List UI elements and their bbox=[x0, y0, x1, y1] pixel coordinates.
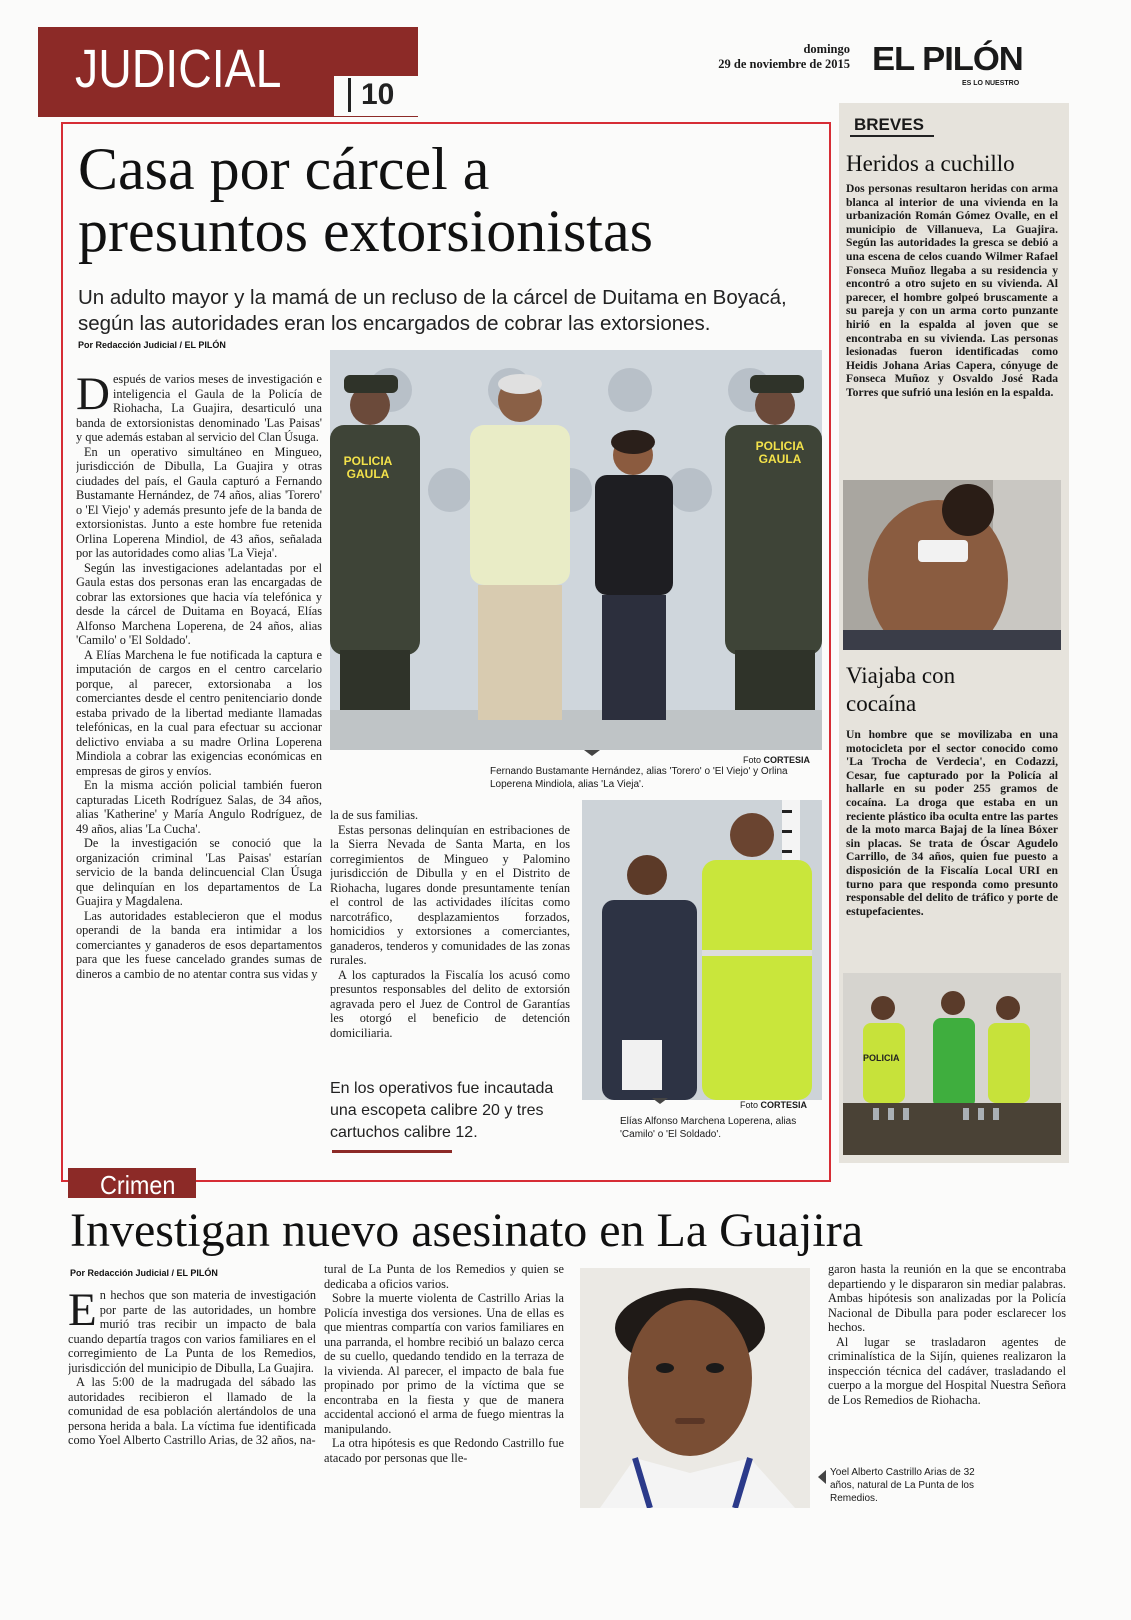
brief1-body: Dos personas resultaron heridas con arma blanca al interior de una vivienda en la urbanización Román Gómez Ovalle, en el municipio de Villanueva, La Guajira. Según las autoridades la gresca se debió a una escena de celos cuando Wilmer Rafael Fonseca Muñoz llegaba a su residencia y encontró a otro sujeto en su vivienda. Al parecer, el hombre golpeó bruscamente a su pareja y con un arma corto punzante hirió en la espalda al joven que se encontraba en su vivienda. Las personas lesionadas fueron identificadas como Heidis Johana Arias Capera, cónyuge de Fonseca Muñoz y Osvaldo José Rada Torres que sufrió una lesión en la espalda. bbox=[846, 182, 1058, 399]
brief2-title-line2: cocaína bbox=[846, 691, 917, 716]
photo-vest-text-right: POLICIA GAULA bbox=[755, 439, 805, 466]
bottom-paragraph: A las 5:00 de la madrugada del sábado las autoridades recibieron el llamado de la comunidad de esa población alertándolos de una persona herida a bala. La víctima fue identificada como Yoel Alberto Castrillo Arias, de 32 años, na- bbox=[68, 1375, 316, 1447]
brief2-photo bbox=[843, 973, 1061, 1155]
brief2-photo-image bbox=[843, 973, 1061, 1155]
dateline bbox=[690, 42, 850, 72]
section-title: JUDICIAL bbox=[75, 39, 282, 99]
bottom-byline: Por Redacción Judicial / EL PILÓN bbox=[70, 1268, 218, 1278]
victim-photo-image bbox=[580, 1268, 810, 1508]
bottom-paragraph: La otra hipótesis es que Redondo Castrillo fue atacado por personas que lle- bbox=[324, 1436, 564, 1465]
bottom-paragraph: Sobre la muerte violenta de Castrillo Arias la Policía investiga dos versiones. Una de ellas es que mientras compartía con varios familiares en una parranda, el hombre recibió un balazo cerca de su cuello, quedando tendido en la terraza de la vivienda. Al parecer, el impacto de bala fue propinado por primo de la víctima que se encontraba en la fiesta y que de manera accidental accionó el arma de fuego mientras la manipulando. bbox=[324, 1291, 564, 1436]
caption-pointer-icon bbox=[818, 1470, 826, 1484]
main-paragraph: De la investigación se conoció que la organización criminal 'Las Paisas' estarían servicio de la banda delincuencial Clan Úsuga que delinquían en los departamentos de La Guajira y Magdalena. bbox=[76, 836, 322, 908]
main-column-2 bbox=[330, 808, 570, 1070]
photo1-caption: Fernando Bustamante Hernández, alias 'Torero' o 'El Viejo' y Orlina Loperena Mindiola, alias 'La Vieja'. bbox=[490, 766, 788, 790]
main-paragraph: Las autoridades establecieron que el modus operandi de la banda era intimidar a los comerciantes y ganaderos de esos departamentos para que les fuese cancelado grandes sumas de dineros a cambio de no atentar contra sus vidas y bbox=[76, 908, 322, 981]
main-paragraph: A Elías Marchena le fue notificada la captura e imputación de cargos en el centro carcelario porque, al parecer, extorsionaba a los comerciantes desde el centro penitenciario donde estaba privado de la libertad mediante llamadas telefónicas, en la cual para efectuar su accionar delictivo enviaba a su madre Orlina Loperena Mindiola a cobrar las exigencias económicas en empresas de giros y envíos. bbox=[76, 647, 322, 778]
bottom-paragraph: n hechos que son materia de investigación por parte de las autoridades, un hombre murió tras recibir un impacto de bala cuando departía tragos con varios familiares en el corregimiento de La Punta de los Remedios, jurisdicción del municipio de Dibulla, La Guajira. bbox=[68, 1288, 316, 1375]
arrest-photo bbox=[330, 350, 822, 750]
main-dropcap: D bbox=[76, 372, 110, 420]
main-paragraph: En un operativo simultáneo en Mingueo, jurisdicción de Dibulla, La Guajira y otras ciudades del país, el Gaula capturó a Fernando Bustamante Hernández, de 74 años, alias 'Torero' o 'El Viejo' y además presunto jefe de la banda de extorsionistas. Junto a este hombre fue retenida Orlina Loperena Mindiol, de 43 años, señalada por las autoridades como alias 'La Vieja'. bbox=[76, 444, 322, 560]
main-headline-line1: Casa por cárcel a bbox=[78, 136, 490, 202]
bottom-paragraph: garon hasta la reunión en la que se encontraba departiendo y le dispararon sin mediar palabras. Ambas hipótesis son analizadas por la Policía Nacional de Dibulla para poder esclarecer los hechos. bbox=[828, 1262, 1066, 1334]
bottom-column-1 bbox=[68, 1288, 316, 1598]
photo2-credit bbox=[740, 1100, 807, 1110]
photo1-credit bbox=[743, 755, 810, 765]
photo2-credit-name: CORTESIA bbox=[760, 1100, 808, 1110]
brief1-photo-image bbox=[843, 480, 1061, 650]
caption-pointer-icon bbox=[652, 1098, 668, 1104]
brief2-title bbox=[846, 662, 1061, 718]
photo2-credit-label: Foto bbox=[740, 1100, 759, 1110]
main-deck: Un adulto mayor y la mamá de un recluso de la cárcel de Duitama en Boyacá, según las autoridades eran los encargados de cobrar las extorsiones. bbox=[78, 286, 787, 335]
victim-photo bbox=[580, 1268, 810, 1508]
bottom-column-3 bbox=[828, 1262, 1066, 1452]
arrest-photo-image bbox=[330, 350, 822, 750]
suspect-photo bbox=[582, 800, 822, 1100]
photo1-credit-name: CORTESIA bbox=[763, 755, 811, 765]
photo1-credit-label: Foto bbox=[743, 755, 762, 765]
dateline-date: 29 de noviembre de 2015 bbox=[718, 57, 850, 71]
main-headline-line2: presuntos extorsionistas bbox=[78, 198, 653, 264]
caption-pointer-icon bbox=[584, 750, 600, 756]
main-byline: Por Redacción Judicial / EL PILÓN bbox=[78, 340, 226, 350]
main-paragraph: A los capturados la Fiscalía los acusó como presuntos responsables del delito de extorsión agravada pero el Juez de Control de Garantías les otorgó el beneficio de detención domiciliaria. bbox=[330, 967, 570, 1040]
bottom-paragraph: tural de La Punta de los Remedios y quien se dedicaba a oficios varios. bbox=[324, 1262, 564, 1291]
bottom-paragraph: Al lugar se trasladaron agentes de criminalística de la Sijín, quienes realizaron la inspección técnica del cadáver, trasladando el cuerpo a la morgue del Hospital Nuestra Señora de Los Remedios de Riohacha. bbox=[828, 1334, 1066, 1407]
brief2-photo-vest-text: POLICIA bbox=[863, 1053, 900, 1063]
pull-quote: En los operativos fue incautada una escopeta calibre 20 y tres cartuchos calibre 12. bbox=[330, 1080, 554, 1141]
main-column-1 bbox=[76, 372, 322, 1172]
main-paragraph: Según las investigaciones adelantadas por el Gaula estas dos personas eran las encargadas de cobrar las extorsiones que hacia vía telefónica y desde la cárcel de Duitama en Boyacá, Elías Alfonso Marchena Loperena, de 24 años, alias 'Camilo' o 'El Soldado'. bbox=[76, 560, 322, 647]
photo-vest-text-left: POLICIA GAULA bbox=[343, 454, 393, 481]
page-number: 10 bbox=[348, 78, 394, 112]
main-paragraph: espués de varios meses de investigación e inteligencia el Gaula de la Policía de Riohacha, La Guajira, desarticuló una banda de extorsionistas denominado 'Las Paisas' y que además estaban al servicio del Clan Úsuga. bbox=[76, 372, 322, 444]
dateline-day: domingo bbox=[803, 42, 850, 56]
brief1-title: Heridos a cuchillo bbox=[846, 151, 1015, 176]
victim-photo-caption: Yoel Alberto Castrillo Arias de 32 años, natural de La Punta de los Remedios. bbox=[830, 1467, 975, 1504]
pull-quote-rule bbox=[332, 1150, 452, 1153]
breves-label: BREVES bbox=[850, 115, 934, 137]
main-paragraph: Estas personas delinquían en estribaciones de la Sierra Nevada de Santa Marta, en los corregimientos de Mingueo y Palomino jurisdicción de Dibulla y en el Distrito de Riohacha, lugares donde presuntamente tenían el control de las actividades ilícitas como narcotráfico, desplazamientos forzados, homicidios y extorsiones a comerciantes, ganaderos, tenderos y comunidades de las zonas rurales. bbox=[330, 822, 570, 967]
suspect-photo-image bbox=[582, 800, 822, 1100]
brief2-body: Un hombre que se movilizaba en una motocicleta por el sector conocido como 'La Trocha de Verdecia', en Codazzi, Cesar, fue capturado por la Policía al hallarle en su poder 255 gramos de cocaína. La droga que estaba en un reciente plástico iba oculta entre las partes de la moto marca Bajaj de la línea Bóxer sin placas. Se trata de Óscar Agudelo Carrillo, de 34 años, quien fue puesto a disposición de la Fiscalía Local URI en turno para que responda como presunto responsable del delito de tráfico y porte de estupefacientes. bbox=[846, 728, 1058, 918]
main-headline bbox=[78, 138, 818, 262]
brief2-title-line1: Viajaba con bbox=[846, 663, 956, 688]
masthead-logo: EL PILÓN bbox=[872, 40, 1023, 77]
brief1-photo bbox=[843, 480, 1061, 650]
bottom-dropcap: E bbox=[68, 1288, 97, 1336]
bottom-column-2 bbox=[324, 1262, 564, 1592]
photo2-caption: Elías Alfonso Marchena Loperena, alias 'Camilo' o 'El Soldado'. bbox=[620, 1116, 797, 1140]
bottom-headline: Investigan nuevo asesinato en La Guajira bbox=[70, 1204, 864, 1257]
bottom-kicker: Crimen bbox=[100, 1170, 176, 1200]
main-paragraph: la de sus familias. bbox=[330, 808, 419, 822]
main-paragraph: En la misma acción policial también fueron capturadas Liceth Rodríguez Salas, de 34 años, alias 'Katherine' y María Angulo Rodríguez, de 49 años, alias 'La Cucha'. bbox=[76, 778, 322, 836]
masthead-tagline: ES LO NUESTRO bbox=[962, 80, 1020, 87]
